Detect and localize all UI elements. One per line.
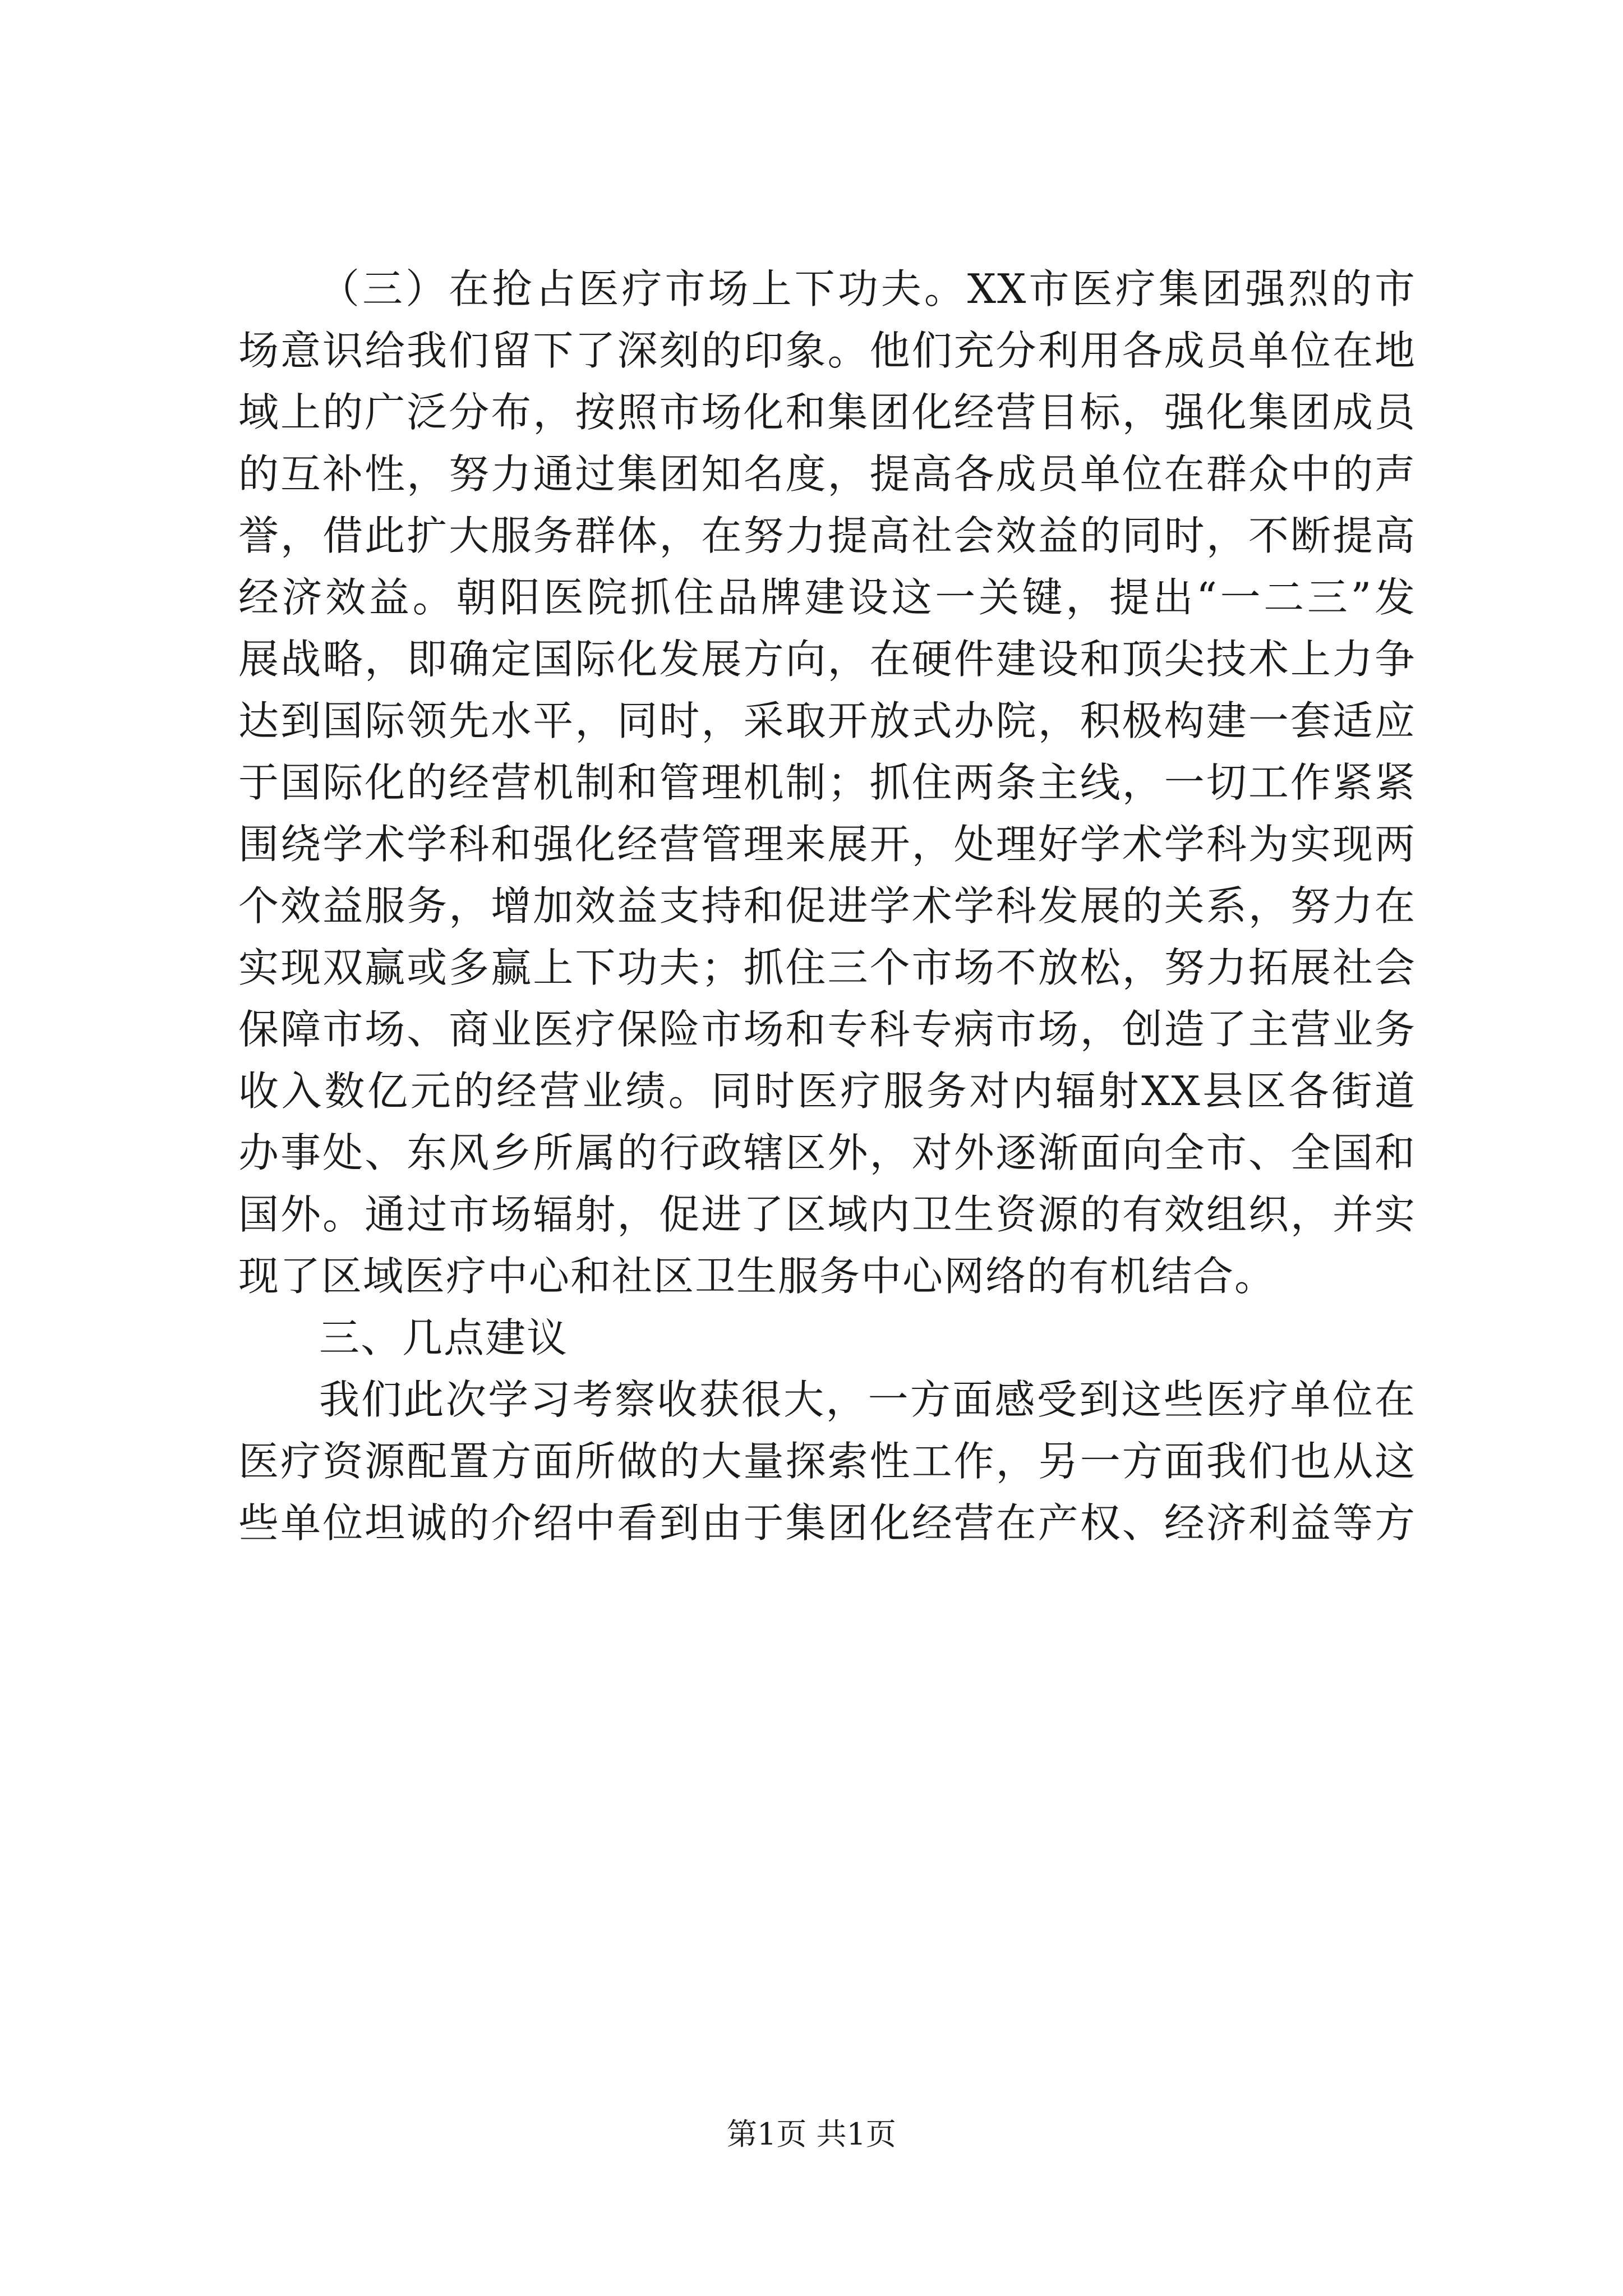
paragraph-1-line-16: 国外。通过市场辐射，促进了区域内卫生资源的有效组织，并实 [238,1191,1416,1238]
paragraph-1-line-2: 场意识给我们留下了深刻的印象。他们充分利用各成员单位在地 [238,327,1416,374]
paragraph-1-line-15: 办事处、东风乡所属的行政辖区外，对外逐渐面向全市、全国和 [238,1129,1416,1176]
paragraph-1-line-17: 现了区域医疗中心和社区卫生服务中心网络的有机结合。 [238,1253,1276,1300]
page-footer: 第1页 共1页 [727,2116,896,2152]
section-heading: 三、几点建议 [319,1314,569,1361]
paragraph-1-line-14: 收入数亿元的经营业绩。同时医疗服务对内辐射XX县区各街道 [238,1068,1416,1115]
paragraph-1-line-10: 围绕学术学科和强化经营管理来展开，处理好学术学科为实现两 [238,821,1416,868]
paragraph-1-line-7: 展战略，即确定国际化发展方向，在硬件建设和顶尖技术上力争 [238,636,1416,683]
paragraph-1-line-11: 个效益服务，增加效益支持和促进学术学科发展的关系，努力在 [238,882,1416,930]
paragraph-1-line-6: 经济效益。朝阳医院抓住品牌建设这一关键，提出“一二三”发 [238,574,1416,621]
paragraph-1-line-3: 域上的广泛分布，按照市场化和集团化经营目标，强化集团成员 [238,389,1416,436]
paragraph-1-line-4: 的互补性，努力通过集团知名度，提高各成员单位在群众中的声 [238,450,1416,498]
paragraph-2-line-1: 我们此次学习考察收获很大，一方面感受到这些医疗单位在 [319,1376,1416,1423]
paragraph-1-line-5: 誉，借此扩大服务群体，在努力提高社会效益的同时，不断提高 [238,512,1416,559]
paragraph-1-line-12: 实现双赢或多赢上下功夫；抓住三个市场不放松，努力拓展社会 [238,944,1416,991]
paragraph-2-line-3: 些单位坦诚的介绍中看到由于集团化经营在产权、经济利益等方 [238,1499,1416,1547]
paragraph-1-line-9: 于国际化的经营机制和管理机制；抓住两条主线，一切工作紧紧 [238,759,1416,806]
paragraph-1-line-13: 保障市场、商业医疗保险市场和专科专病市场，创造了主营业务 [238,1006,1416,1053]
paragraph-2-line-2: 医疗资源配置方面所做的大量探索性工作，另一方面我们也从这 [238,1438,1416,1485]
paragraph-1-line-1: （三）在抢占医疗市场上下功夫。XX市医疗集团强烈的市 [319,265,1416,312]
paragraph-1-line-8: 达到国际领先水平，同时，采取开放式办院，积极构建一套适应 [238,697,1416,744]
